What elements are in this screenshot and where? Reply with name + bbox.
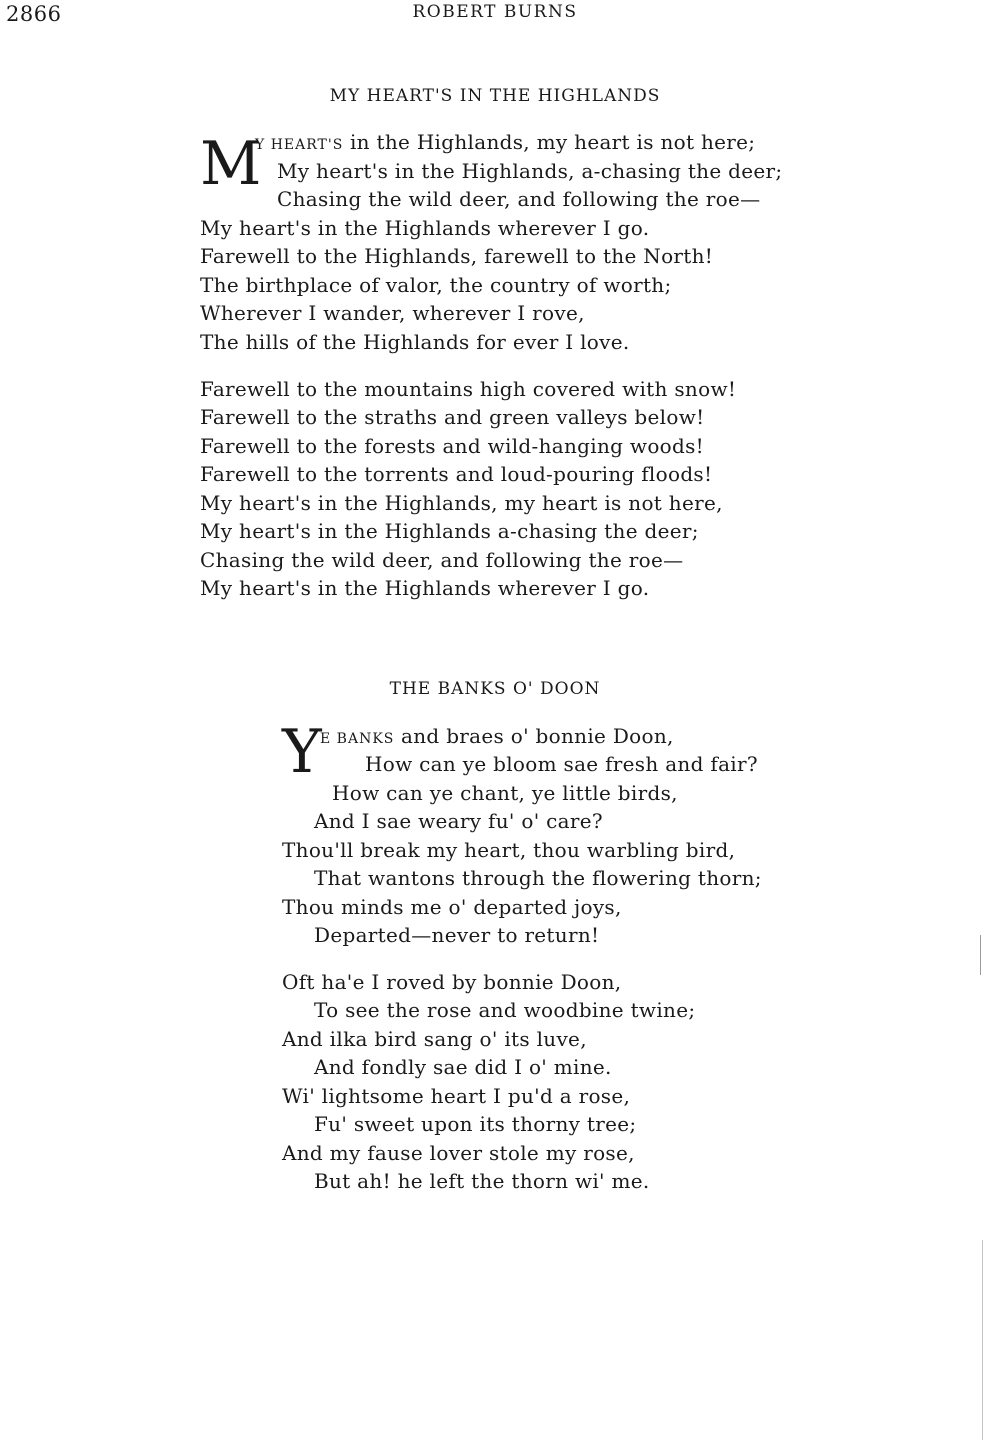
- small-caps-opening: E BANKS: [320, 731, 395, 747]
- poem-line: Fu' sweet upon its thorny tree;: [314, 1112, 637, 1136]
- page-number: 2866: [6, 2, 62, 26]
- poem-line: My heart's in the Highlands a-chasing the deer;: [200, 519, 699, 543]
- scan-edge-mark: [982, 1240, 983, 1440]
- poem-line: To see the rose and woodbine twine;: [314, 998, 696, 1022]
- poem-line: How can ye bloom sae fresh and fair?: [365, 752, 758, 776]
- poem-line: But ah! he left the thorn wi' me.: [314, 1169, 650, 1193]
- poem-line: Thou minds me o' departed joys,: [282, 895, 622, 919]
- drop-cap: M: [200, 129, 262, 199]
- poem-line: The hills of the Highlands for ever I love.: [200, 330, 630, 354]
- poem-line: My heart's in the Highlands, a-chasing the deer;: [277, 159, 783, 183]
- poem-line: My heart's in the Highlands wherever I go.: [200, 576, 650, 600]
- poem-line: Chasing the wild deer, and following the roe—: [200, 548, 684, 572]
- poem-line: Chasing the wild deer, and following the roe—: [277, 187, 761, 211]
- poem-line: That wantons through the flowering thorn;: [314, 866, 762, 890]
- poem-line: The birthplace of valor, the country of worth;: [200, 273, 672, 297]
- poem-line: And ilka bird sang o' its luve,: [282, 1027, 587, 1051]
- running-head: ROBERT BURNS: [412, 2, 578, 22]
- poem-line: [255, 128, 755, 159]
- drop-cap: Y: [282, 717, 322, 787]
- poem-title-doon: THE BANKS O' DOON: [389, 679, 601, 699]
- poem-line: Farewell to the mountains high covered with snow!: [200, 377, 737, 401]
- poem-line: Farewell to the torrents and loud-pouring floods!: [200, 462, 713, 486]
- poem-line: Wi' lightsome heart I pu'd a rose,: [282, 1084, 631, 1108]
- poem-line: Farewell to the Highlands, farewell to the North!: [200, 244, 714, 268]
- poem-line: And I sae weary fu' o' care?: [314, 809, 603, 833]
- scan-edge-mark: [980, 935, 981, 975]
- poem-line: Departed—never to return!: [314, 923, 600, 947]
- poem-line: And my fause lover stole my rose,: [282, 1141, 635, 1165]
- poem-line: Farewell to the straths and green valleys below!: [200, 405, 705, 429]
- poem-line: Farewell to the forests and wild-hanging woods!: [200, 434, 705, 458]
- poem-line: And fondly sae did I o' mine.: [314, 1055, 612, 1079]
- poem-line: How can ye chant, ye little birds,: [332, 781, 678, 805]
- first-line-text: in the Highlands, my heart is not here;: [343, 130, 756, 154]
- poem-line: [320, 722, 674, 753]
- poem-line: My heart's in the Highlands wherever I go.: [200, 216, 650, 240]
- poem-line: Oft ha'e I roved by bonnie Doon,: [282, 970, 622, 994]
- poem-line: Thou'll break my heart, thou warbling bird,: [282, 838, 736, 862]
- small-caps-opening: Y HEART'S: [255, 137, 344, 153]
- first-line-text: and braes o' bonnie Doon,: [394, 724, 674, 748]
- poem-line: Wherever I wander, wherever I rove,: [200, 301, 585, 325]
- poem-line: My heart's in the Highlands, my heart is not here,: [200, 491, 723, 515]
- poem-title-highlands: MY HEART'S IN THE HIGHLANDS: [329, 86, 661, 106]
